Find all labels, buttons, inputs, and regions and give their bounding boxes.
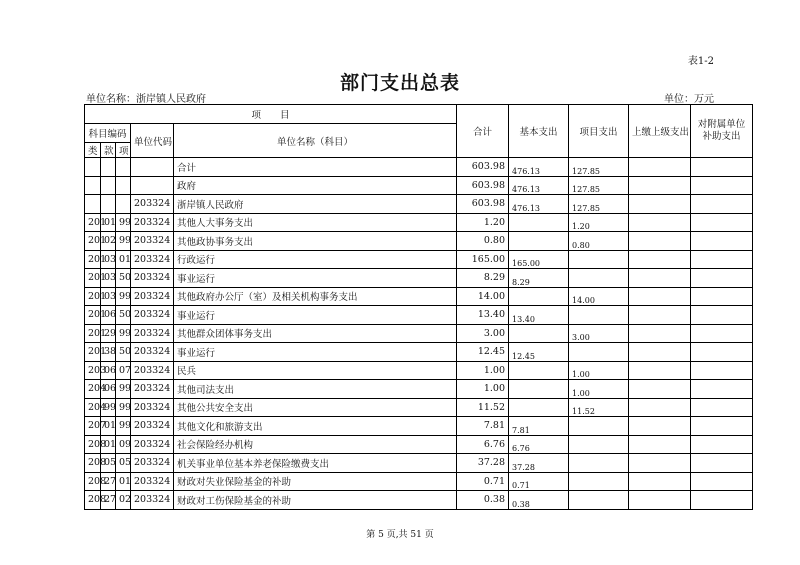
- code-lei-cell: 208: [85, 491, 101, 510]
- project-cell: [569, 454, 629, 473]
- header-project: 项目支出: [569, 105, 629, 158]
- table-row: [85, 287, 753, 306]
- code-xiang-cell: 50: [116, 343, 131, 362]
- subject-name-cell: 浙岸镇人民政府: [174, 195, 457, 214]
- subject-name-cell: 机关事业单位基本养老保险缴费支出: [174, 454, 457, 473]
- unit-code-cell: 203324: [131, 472, 174, 491]
- subsidy-cell: [691, 232, 753, 251]
- subject-name-cell: 其他文化和旅游支出: [174, 417, 457, 436]
- code-lei-cell: 208: [85, 454, 101, 473]
- subject-name-cell: 合计: [174, 158, 457, 177]
- total-cell: 14.00: [457, 287, 509, 306]
- header-kuan: 款: [101, 143, 116, 158]
- unit-code-cell: 203324: [131, 213, 174, 232]
- code-lei-cell: 201: [85, 213, 101, 232]
- code-xiang-cell: 01: [116, 250, 131, 269]
- upper-cell: [629, 213, 691, 232]
- subject-name-cell: 事业运行: [174, 306, 457, 325]
- header-lei: 类: [85, 143, 101, 158]
- code-xiang-cell: 09: [116, 435, 131, 454]
- unit-code-cell: [131, 176, 174, 195]
- table-row: [85, 491, 753, 510]
- total-cell: 603.98: [457, 158, 509, 177]
- total-cell: 0.80: [457, 232, 509, 251]
- upper-cell: [629, 176, 691, 195]
- unit-code-cell: 203324: [131, 324, 174, 343]
- code-kuan-cell: 03: [101, 269, 116, 288]
- subject-name-cell: 财政对工伤保险基金的补助: [174, 491, 457, 510]
- basic-cell: [509, 361, 569, 380]
- upper-cell: [629, 361, 691, 380]
- header-basic: 基本支出: [509, 105, 569, 158]
- total-cell: 165.00: [457, 250, 509, 269]
- unit-code-cell: 203324: [131, 491, 174, 510]
- unit-code-cell: 203324: [131, 306, 174, 325]
- subsidy-cell: [691, 306, 753, 325]
- unit-code-cell: 203324: [131, 398, 174, 417]
- code-kuan-cell: 01: [101, 435, 116, 454]
- table-row: [85, 250, 753, 269]
- basic-cell: 6.76: [509, 435, 569, 454]
- code-xiang-cell: 02: [116, 491, 131, 510]
- unit-code-cell: 203324: [131, 343, 174, 362]
- project-cell: 127.85: [569, 195, 629, 214]
- unit-code-cell: 203324: [131, 269, 174, 288]
- subject-name-cell: 政府: [174, 176, 457, 195]
- page-title: 部门支出总表: [339, 72, 460, 94]
- code-kuan-cell: 99: [101, 398, 116, 417]
- subsidy-cell: [691, 435, 753, 454]
- total-cell: 37.28: [457, 454, 509, 473]
- table-row: [85, 306, 753, 325]
- subject-name-cell: 事业运行: [174, 269, 457, 288]
- basic-cell: 0.38: [509, 491, 569, 510]
- table-row: [85, 158, 753, 177]
- unit-code-cell: [131, 158, 174, 177]
- total-cell: 1.00: [457, 380, 509, 399]
- code-kuan-cell: 38: [101, 343, 116, 362]
- unit-name: 单位名称：浙岸镇人民政府: [86, 94, 206, 105]
- upper-cell: [629, 269, 691, 288]
- code-lei-cell: 201: [85, 324, 101, 343]
- code-lei-cell: 207: [85, 417, 101, 436]
- subsidy-cell: [691, 176, 753, 195]
- total-cell: 3.00: [457, 324, 509, 343]
- code-xiang-cell: 99: [116, 380, 131, 399]
- project-cell: [569, 343, 629, 362]
- unit-code-cell: 203324: [131, 195, 174, 214]
- code-lei-cell: [85, 158, 101, 177]
- code-xiang-cell: 99: [116, 287, 131, 306]
- upper-cell: [629, 324, 691, 343]
- upper-cell: [629, 195, 691, 214]
- unit-code-cell: 203324: [131, 287, 174, 306]
- project-cell: 127.85: [569, 158, 629, 177]
- table-header: [85, 105, 753, 158]
- table-row: [85, 176, 753, 195]
- subject-name-cell: 行政运行: [174, 250, 457, 269]
- subsidy-cell: [691, 398, 753, 417]
- upper-cell: [629, 398, 691, 417]
- code-lei-cell: 208: [85, 472, 101, 491]
- basic-cell: 165.00: [509, 250, 569, 269]
- subsidy-cell: [691, 472, 753, 491]
- table-row: [85, 380, 753, 399]
- subsidy-cell: [691, 195, 753, 214]
- basic-cell: [509, 232, 569, 251]
- code-kuan-cell: [101, 195, 116, 214]
- basic-cell: [509, 380, 569, 399]
- subsidy-cell: [691, 250, 753, 269]
- subsidy-cell: [691, 361, 753, 380]
- subsidy-cell: [691, 380, 753, 399]
- table-row: [85, 454, 753, 473]
- table-row: [85, 269, 753, 288]
- code-lei-cell: 201: [85, 269, 101, 288]
- code-xiang-cell: 50: [116, 306, 131, 325]
- code-kuan-cell: 29: [101, 324, 116, 343]
- header-code-group: 科目编码: [85, 124, 131, 143]
- upper-cell: [629, 232, 691, 251]
- unit-code-cell: 203324: [131, 380, 174, 399]
- total-cell: 0.71: [457, 472, 509, 491]
- total-cell: 603.98: [457, 195, 509, 214]
- basic-cell: 476.13: [509, 158, 569, 177]
- subsidy-cell: [691, 491, 753, 510]
- code-kuan-cell: 06: [101, 361, 116, 380]
- code-xiang-cell: 05: [116, 454, 131, 473]
- table-row: [85, 398, 753, 417]
- project-cell: 1.20: [569, 213, 629, 232]
- unit-code-cell: 203324: [131, 250, 174, 269]
- code-lei-cell: [85, 195, 101, 214]
- subsidy-cell: [691, 343, 753, 362]
- expenditure-table: [84, 104, 753, 510]
- code-kuan-cell: [101, 158, 116, 177]
- code-lei-cell: 201: [85, 232, 101, 251]
- code-kuan-cell: 03: [101, 250, 116, 269]
- basic-cell: 13.40: [509, 306, 569, 325]
- table-row: [85, 417, 753, 436]
- code-lei-cell: 204: [85, 398, 101, 417]
- unit-code-cell: 203324: [131, 454, 174, 473]
- code-kuan-cell: 27: [101, 491, 116, 510]
- project-cell: [569, 435, 629, 454]
- code-kuan-cell: 01: [101, 213, 116, 232]
- basic-cell: 12.45: [509, 343, 569, 362]
- upper-cell: [629, 472, 691, 491]
- total-cell: 7.81: [457, 417, 509, 436]
- basic-cell: 0.71: [509, 472, 569, 491]
- project-cell: [569, 472, 629, 491]
- total-cell: 13.40: [457, 306, 509, 325]
- total-cell: 6.76: [457, 435, 509, 454]
- code-xiang-cell: 99: [116, 417, 131, 436]
- project-cell: 3.00: [569, 324, 629, 343]
- project-cell: [569, 306, 629, 325]
- total-cell: 11.52: [457, 398, 509, 417]
- basic-cell: [509, 324, 569, 343]
- total-cell: 603.98: [457, 176, 509, 195]
- code-lei-cell: 201: [85, 250, 101, 269]
- code-xiang-cell: 01: [116, 472, 131, 491]
- code-lei-cell: 208: [85, 435, 101, 454]
- unit-code-cell: 203324: [131, 417, 174, 436]
- code-kuan-cell: 02: [101, 232, 116, 251]
- total-cell: 1.00: [457, 361, 509, 380]
- subject-name-cell: 其他政协事务支出: [174, 232, 457, 251]
- subsidy-cell: [691, 287, 753, 306]
- upper-cell: [629, 306, 691, 325]
- code-kuan-cell: 05: [101, 454, 116, 473]
- code-lei-cell: 201: [85, 343, 101, 362]
- unit-code-cell: 203324: [131, 361, 174, 380]
- page-footer: 第 5 页,共 51 页: [366, 530, 434, 540]
- project-cell: [569, 250, 629, 269]
- code-xiang-cell: [116, 195, 131, 214]
- total-cell: 0.38: [457, 491, 509, 510]
- subject-name-cell: 其他政府办公厅（室）及相关机构事务支出: [174, 287, 457, 306]
- subject-name-cell: 其他司法支出: [174, 380, 457, 399]
- upper-cell: [629, 287, 691, 306]
- table-row: [85, 324, 753, 343]
- subsidy-cell: [691, 417, 753, 436]
- header-total: 合计: [457, 105, 509, 158]
- subject-name-cell: 财政对失业保险基金的补助: [174, 472, 457, 491]
- project-cell: 0.80: [569, 232, 629, 251]
- project-cell: 1.00: [569, 380, 629, 399]
- header-unit-subject: 单位名称（科目）: [174, 124, 457, 158]
- unit-code-cell: 203324: [131, 435, 174, 454]
- project-cell: [569, 491, 629, 510]
- basic-cell: 7.81: [509, 417, 569, 436]
- code-lei-cell: 204: [85, 380, 101, 399]
- header-unit-code: 单位代码: [131, 124, 174, 158]
- subject-name-cell: 其他公共安全支出: [174, 398, 457, 417]
- subject-name-cell: 事业运行: [174, 343, 457, 362]
- basic-cell: [509, 213, 569, 232]
- code-kuan-cell: 06: [101, 306, 116, 325]
- table-row: [85, 232, 753, 251]
- upper-cell: [629, 435, 691, 454]
- code-kuan-cell: 06: [101, 380, 116, 399]
- table-row: [85, 435, 753, 454]
- basic-cell: 476.13: [509, 176, 569, 195]
- code-kuan-cell: 03: [101, 287, 116, 306]
- subsidy-cell: [691, 454, 753, 473]
- project-cell: 11.52: [569, 398, 629, 417]
- code-xiang-cell: 50: [116, 269, 131, 288]
- upper-cell: [629, 250, 691, 269]
- code-xiang-cell: 07: [116, 361, 131, 380]
- table-row: [85, 195, 753, 214]
- basic-cell: 476.13: [509, 195, 569, 214]
- header-xiang: 项: [116, 143, 131, 158]
- table-row: [85, 213, 753, 232]
- header-upper: 上缴上级支出: [629, 105, 691, 158]
- code-xiang-cell: [116, 158, 131, 177]
- code-xiang-cell: 99: [116, 398, 131, 417]
- basic-cell: 37.28: [509, 454, 569, 473]
- code-lei-cell: 203: [85, 361, 101, 380]
- total-cell: 1.20: [457, 213, 509, 232]
- table-row: [85, 343, 753, 362]
- subsidy-cell: [691, 269, 753, 288]
- subject-name-cell: 民兵: [174, 361, 457, 380]
- code-lei-cell: 201: [85, 306, 101, 325]
- header-item: 项 目: [85, 105, 457, 124]
- subsidy-cell: [691, 213, 753, 232]
- code-kuan-cell: 27: [101, 472, 116, 491]
- upper-cell: [629, 343, 691, 362]
- project-cell: [569, 417, 629, 436]
- subject-name-cell: 社会保险经办机构: [174, 435, 457, 454]
- unit-label: 单位：万元: [664, 94, 714, 105]
- total-cell: 12.45: [457, 343, 509, 362]
- upper-cell: [629, 454, 691, 473]
- table-code: 表1-2: [687, 56, 714, 67]
- unit-code-cell: 203324: [131, 232, 174, 251]
- project-cell: 14.00: [569, 287, 629, 306]
- table-body: [85, 158, 753, 510]
- header-subsidy: 对附属单位补助支出: [691, 105, 753, 158]
- code-xiang-cell: 99: [116, 213, 131, 232]
- project-cell: [569, 269, 629, 288]
- subject-name-cell: 其他人大事务支出: [174, 213, 457, 232]
- code-lei-cell: [85, 176, 101, 195]
- basic-cell: [509, 287, 569, 306]
- upper-cell: [629, 491, 691, 510]
- basic-cell: [509, 398, 569, 417]
- code-lei-cell: 201: [85, 287, 101, 306]
- subsidy-cell: [691, 158, 753, 177]
- table-row: [85, 361, 753, 380]
- basic-cell: 8.29: [509, 269, 569, 288]
- upper-cell: [629, 380, 691, 399]
- table-row: [85, 472, 753, 491]
- project-cell: 1.00: [569, 361, 629, 380]
- upper-cell: [629, 417, 691, 436]
- project-cell: 127.85: [569, 176, 629, 195]
- code-kuan-cell: 01: [101, 417, 116, 436]
- code-xiang-cell: 99: [116, 324, 131, 343]
- subject-name-cell: 其他群众团体事务支出: [174, 324, 457, 343]
- code-xiang-cell: [116, 176, 131, 195]
- code-xiang-cell: 99: [116, 232, 131, 251]
- subsidy-cell: [691, 324, 753, 343]
- upper-cell: [629, 158, 691, 177]
- code-kuan-cell: [101, 176, 116, 195]
- total-cell: 8.29: [457, 269, 509, 288]
